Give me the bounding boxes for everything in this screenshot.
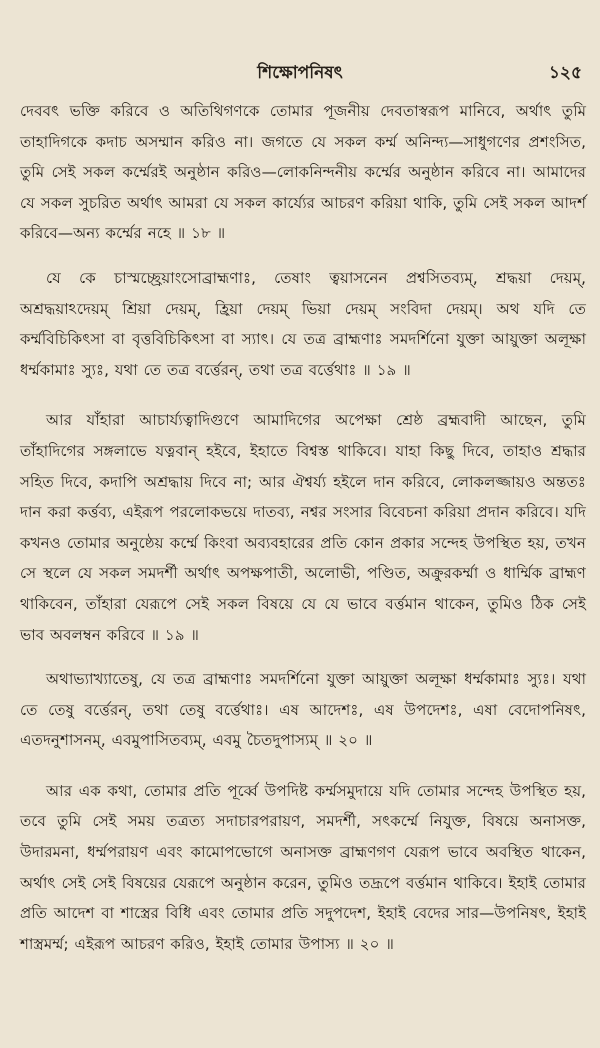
page-number: ১২৫ — [548, 63, 582, 83]
paragraph-commentary-18: দেববৎ ভক্তি করিবে ও অতিথিগণকে তোমার পূজনীয় দেবতাস্বরূপ মানিবে, অর্থাৎ তুমি তাহাদিগকে কদাচ অসম্মান করিও না। জগতে যে সকল কর্ম্ম অনিন্দ্য—সাধুগণের প্রশংসিত, তুমি সেই সকল কর্ম্মেরই অনুষ্ঠান করিও—লোকনিন্দনীয় কর্ম্মের অনুষ্ঠান করিবে না। আমাদের যে সকল সুচরিত অর্থাৎ আমরা যে সকল কার্য্যের আচরণ করিয়া থাকি, তুমি সেই সকল আদর্শ করিবে—অন্য কর্ম্মের নহে ॥ ১৮ ॥ — [20, 102, 586, 243]
paragraph-commentary-20: আর এক কথা, তোমার প্রতি পূর্ব্বে উপদিষ্ট কর্ম্মসমুদায়ে যদি তোমার সন্দেহ উপস্থিত হয়, তবে তুমি সেই সময় তত্রত্য সদাচারপরায়ণ, সমদর্শী, সৎকর্ম্মে নিযুক্ত, বিষয়ে অনাসক্ত, উদারমনা, ধর্ম্মপরায়ণ এবং কামোপভোগে অনাসক্ত ব্রাহ্মণগণ যেরূপ ভাবে অবস্থিত থাকেন, অর্থাৎ সেই সেই বিষয়ের যেরূপে অনুষ্ঠান করেন, তুমিও তদ্রূপে বর্ত্তমান থাকিবে। ইহাই তোমার প্রতি আদেশ বা শাস্ত্রের বিধি এবং তোমার প্রতি সদুপদেশ, ইহাই বেদের সার—উপনিষৎ, ইহাই শাস্ত্রমর্ম্ম; এইরূপ আচরণ করিও, ইহাই তোমার উপাস্য ॥ ২০ ॥ — [20, 781, 586, 953]
paragraph-commentary-19: আর যাঁহারা আচার্য্যত্বাদিগুণে আমাদিগের অপেক্ষা শ্রেষ্ঠ ব্রহ্মবাদী আছেন, তুমি তাঁহাদিগের সঙ্গলাভে যত্নবান্ হইবে, ইহাতে বিশ্বস্ত থাকিবে। যাহা কিছু দিবে, তাহাও শ্রদ্ধার সহিত দিবে, কদাপি অশ্রদ্ধায় দিবে না; আর ঐশ্বর্য্য হইলে দান করিবে, লোকলজ্জায়ও অন্ততঃ দান করা কর্ত্তব্য, এইরূপ পরলোকভয়ে দাতব্য, নশ্বর সংসার বিবেচনা করিয়া প্রদান করিবে। যদি কখনও তোমার অনুষ্ঠেয় কর্ম্মে কিংবা অব্যবহারের প্রতি কোন প্রকার সন্দেহ উপস্থিত হয়, তখন সে স্থলে যে সকল সমদর্শী অর্থাৎ অপক্ষপাতী, অলোভী, পণ্ডিত, অক্রুরকর্ম্মা ও ধার্ম্মিক ব্রাহ্মণ থাকিবেন, তাঁহারা যেরূপে সেই সকল বিষয়ে যে যে ভাবে বর্ত্তমান থাকেন, তুমিও ঠিক সেই ভাব অবলম্বন করিবে ॥ ১৯ ॥ — [20, 411, 586, 644]
paragraph-verse-19: যে কে চাস্মচ্ছ্রেয়াংসোব্রাহ্মণাঃ, তেষাং ত্বয়াসনেন প্রশ্বসিতব্যম্, শ্রদ্ধয়া দেয়ম্, অশ্রদ্ধয়াঽদেয়ম্ শ্রিয়া দেয়ম্, হ্রিয়া দেয়ম্ ভিয়া দেয়ম্ সংবিদা দেয়ম্। অথ যদি তে কর্ম্মবিচিকিৎসা বা বৃত্তবিচিকিৎসা বা স্যাৎ। যে তত্র ব্রাহ্মণাঃ সমদর্শিনো যুক্তা আয়ুক্তা অলূক্ষা ধর্ম্মকামাঃ স্যুঃ, যথা তে তত্র বর্ত্তেরন্, তথা তত্র বর্ত্তেথাঃ ॥ ১৯ ॥ — [20, 268, 586, 379]
page-body — [20, 96, 586, 959]
paragraph-verse-20: অথাভ্যাখ্যাতেষু, যে তত্র ব্রাহ্মণাঃ সমদর্শিনো যুক্তা আয়ুক্তা অলূক্ষা ধর্ম্মকামাঃ স্যুঃ। যথা তে তেষু বর্ত্তেরন্, তথা তেষু বর্ত্তেথাঃ। এষ আদেশঃ, এষ উপদেশঃ, এষা বেদোপনিষৎ, এতদনুশাসনম্, এবমুপাসিতব্যম্, এবমু চৈতদুপাস্যম্ ॥ ২০ ॥ — [20, 670, 586, 750]
running-title: শিক্ষোপনিষৎ — [257, 63, 343, 83]
